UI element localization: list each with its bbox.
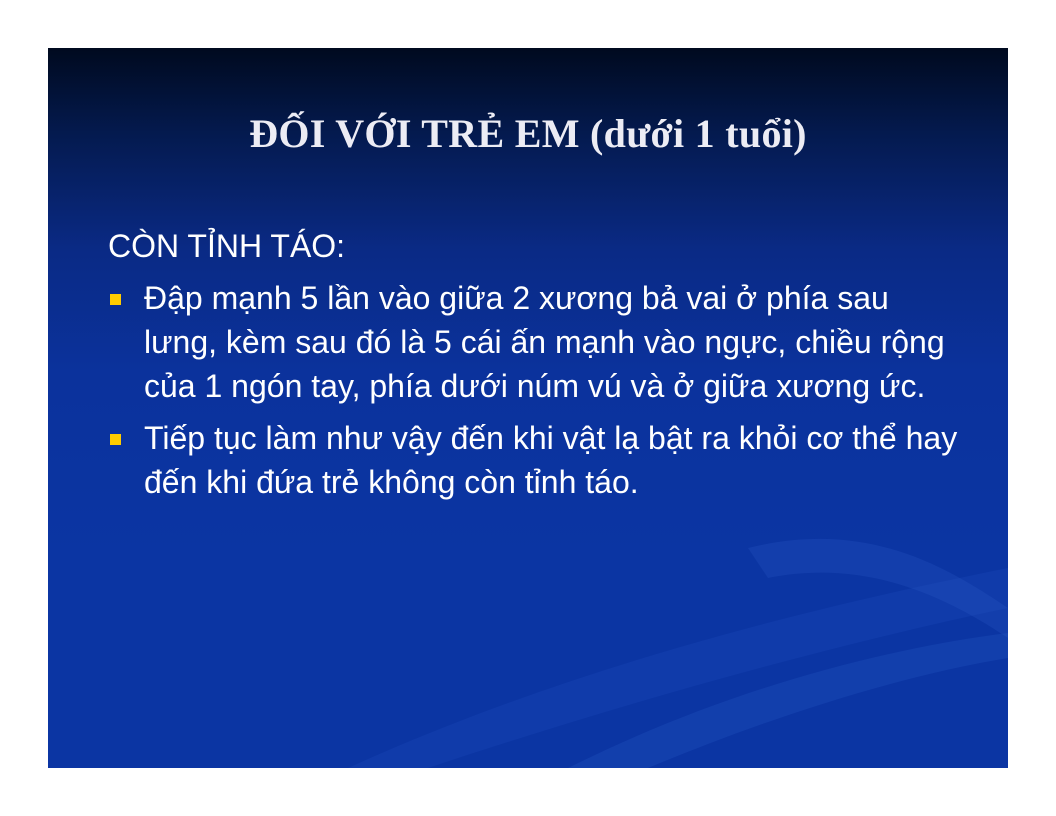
bullet-list: [108, 276, 968, 504]
subheading: CÒN TỈNH TÁO:: [108, 228, 346, 264]
bullet-item: [108, 276, 968, 408]
slide: [48, 48, 1008, 768]
bullet-text: Tiếp tục làm như vậy đến khi vật lạ bật ra khỏi cơ thể hay đến khi đứa trẻ không còn tỉnh táo.: [144, 420, 958, 500]
slide-body: [108, 224, 968, 512]
square-bullet-icon: [110, 294, 121, 305]
slide-title: ĐỐI VỚI TRẺ EM (dưới 1 tuổi): [249, 111, 807, 156]
bullet-text: Đập mạnh 5 lần vào giữa 2 xương bả vai ở phía sau lưng, kèm sau đó là 5 cái ấn mạnh vào ngực, chiều rộng của 1 ngón tay, phía dưới núm vú và ở giữa xương ức.: [144, 280, 945, 404]
bullet-item: [108, 416, 968, 504]
square-bullet-icon: [110, 434, 121, 445]
